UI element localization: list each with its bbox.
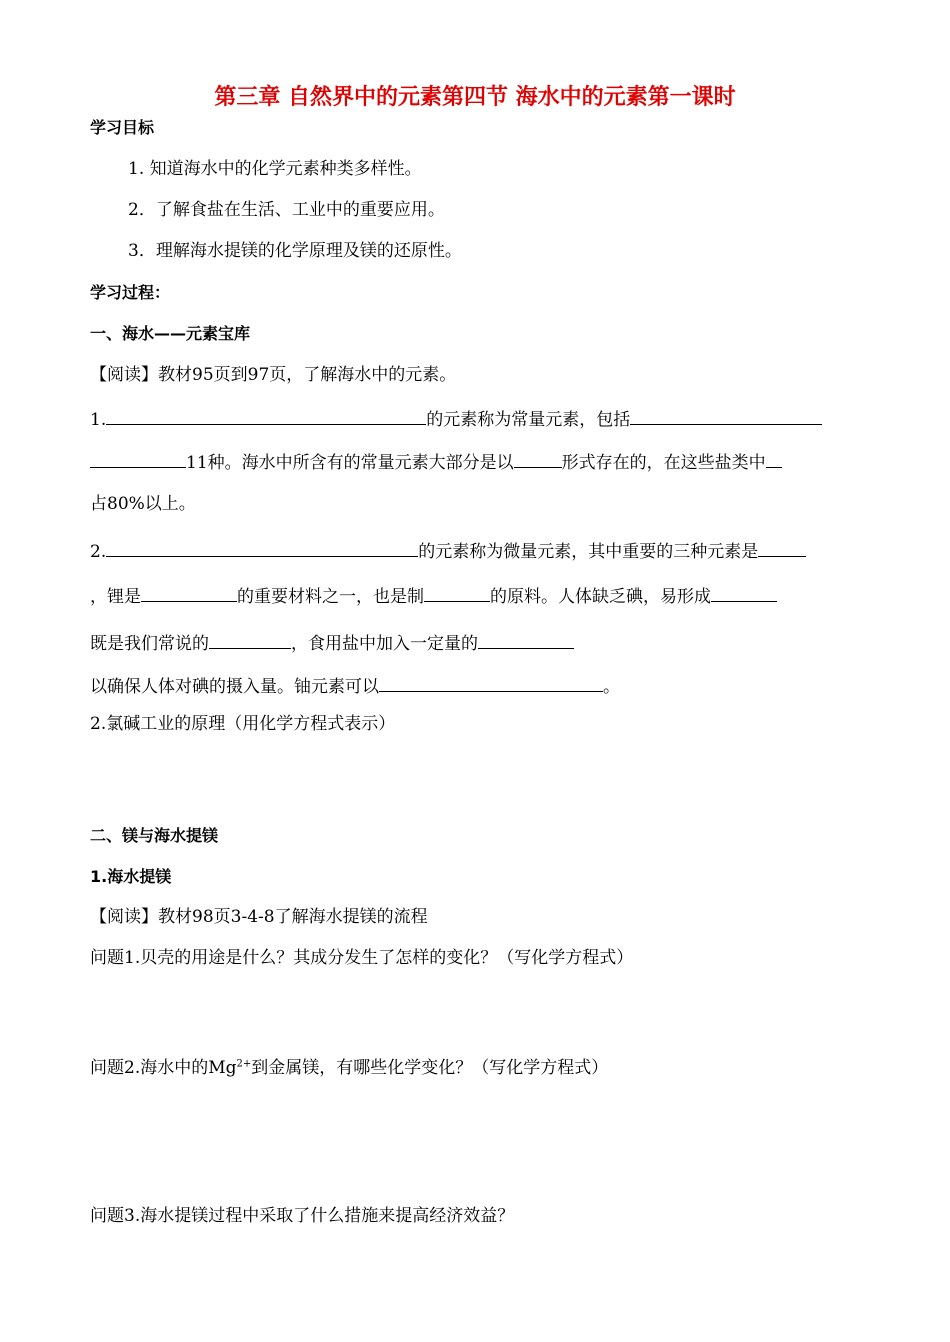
fill-blank[interactable] — [141, 583, 237, 602]
q3-chlor-alkali: 2.氯碱工业的原理（用化学方程式表示） — [90, 714, 396, 734]
process-heading: 学习过程： — [90, 283, 171, 302]
fill-blank[interactable] — [106, 538, 418, 557]
q2-text-f: ，食用盐中加入一定量的 — [291, 634, 478, 654]
question-2-text-a: 问题2.海水中的Mg — [90, 1058, 237, 1078]
fill-blank[interactable] — [424, 583, 490, 602]
q1-text-a: 的元素称为常量元素，包括 — [426, 410, 631, 430]
objective-item-3: 3．理解海水提镁的化学原理及镁的还原性。 — [128, 241, 462, 261]
q1-line-2 — [90, 449, 782, 474]
section1-heading: 一、海水——元素宝库 — [90, 324, 251, 343]
page-title: 第三章 自然界中的元素第四节 海水中的元素第一课时 — [214, 85, 736, 110]
q1-line-1 — [90, 406, 822, 431]
q2-prefix: 2. — [90, 542, 107, 562]
fill-blank[interactable] — [711, 583, 777, 602]
fill-blank[interactable] — [90, 449, 186, 468]
fill-blank[interactable] — [209, 630, 291, 649]
fill-blank[interactable] — [758, 538, 806, 557]
q1-text-c: 形式存在的，在这些盐类中 — [561, 453, 766, 473]
q2-text-e: 既是我们常说的 — [90, 634, 209, 654]
q2-text-b: ，锂是 — [90, 587, 141, 607]
fill-blank[interactable] — [478, 630, 574, 649]
q2-line-1 — [90, 538, 806, 563]
question-2-text-b: 到金属镁，有哪些化学变化？（写化学方程式） — [251, 1058, 609, 1078]
section1-read: 【阅读】教材95页到97页，了解海水中的元素。 — [90, 365, 457, 385]
section2-read: 【阅读】教材98页3-4-8了解海水提镁的流程 — [90, 907, 428, 927]
fill-blank[interactable] — [514, 449, 562, 468]
objective-item-1: 1. 知道海水中的化学元素种类多样性。 — [128, 159, 422, 179]
objective-item-2: 2．了解食盐在生活、工业中的重要应用。 — [128, 200, 445, 220]
section2-heading: 二、镁与海水提镁 — [90, 826, 219, 845]
question-3: 问题3.海水提镁过程中采取了什么措施来提高经济效益？ — [90, 1206, 515, 1226]
q1-text-d: 占80%以上。 — [90, 494, 196, 514]
q2-text-d: 的原料。人体缺乏碘，易形成 — [490, 587, 711, 607]
q2-text-g: 以确保人体对碘的摄入量。铀元素可以 — [90, 677, 379, 697]
q2-line-2 — [90, 583, 777, 608]
fill-blank[interactable] — [766, 449, 782, 468]
q2-line-3 — [90, 630, 574, 655]
q1-prefix: 1. — [90, 410, 107, 430]
q2-text-a: 的元素称为微量元素，其中重要的三种元素是 — [418, 542, 759, 562]
q2-text-c: 的重要材料之一，也是制 — [237, 587, 424, 607]
section2-sub-heading: 1.海水提镁 — [90, 867, 172, 886]
question-2-superscript: 2+ — [236, 1058, 252, 1070]
question-1: 问题1.贝壳的用途是什么？其成分发生了怎样的变化？（写化学方程式） — [90, 948, 634, 968]
fill-blank[interactable] — [379, 673, 603, 692]
objectives-heading: 学习目标 — [90, 118, 155, 137]
fill-blank[interactable] — [106, 406, 426, 425]
q2-line-4 — [90, 673, 620, 698]
question-2 — [90, 1057, 608, 1079]
fill-blank[interactable] — [630, 406, 822, 425]
q2-text-h: 。 — [603, 677, 620, 697]
q1-text-b: 11种。海水中所含有的常量元素大部分是以 — [186, 453, 514, 473]
